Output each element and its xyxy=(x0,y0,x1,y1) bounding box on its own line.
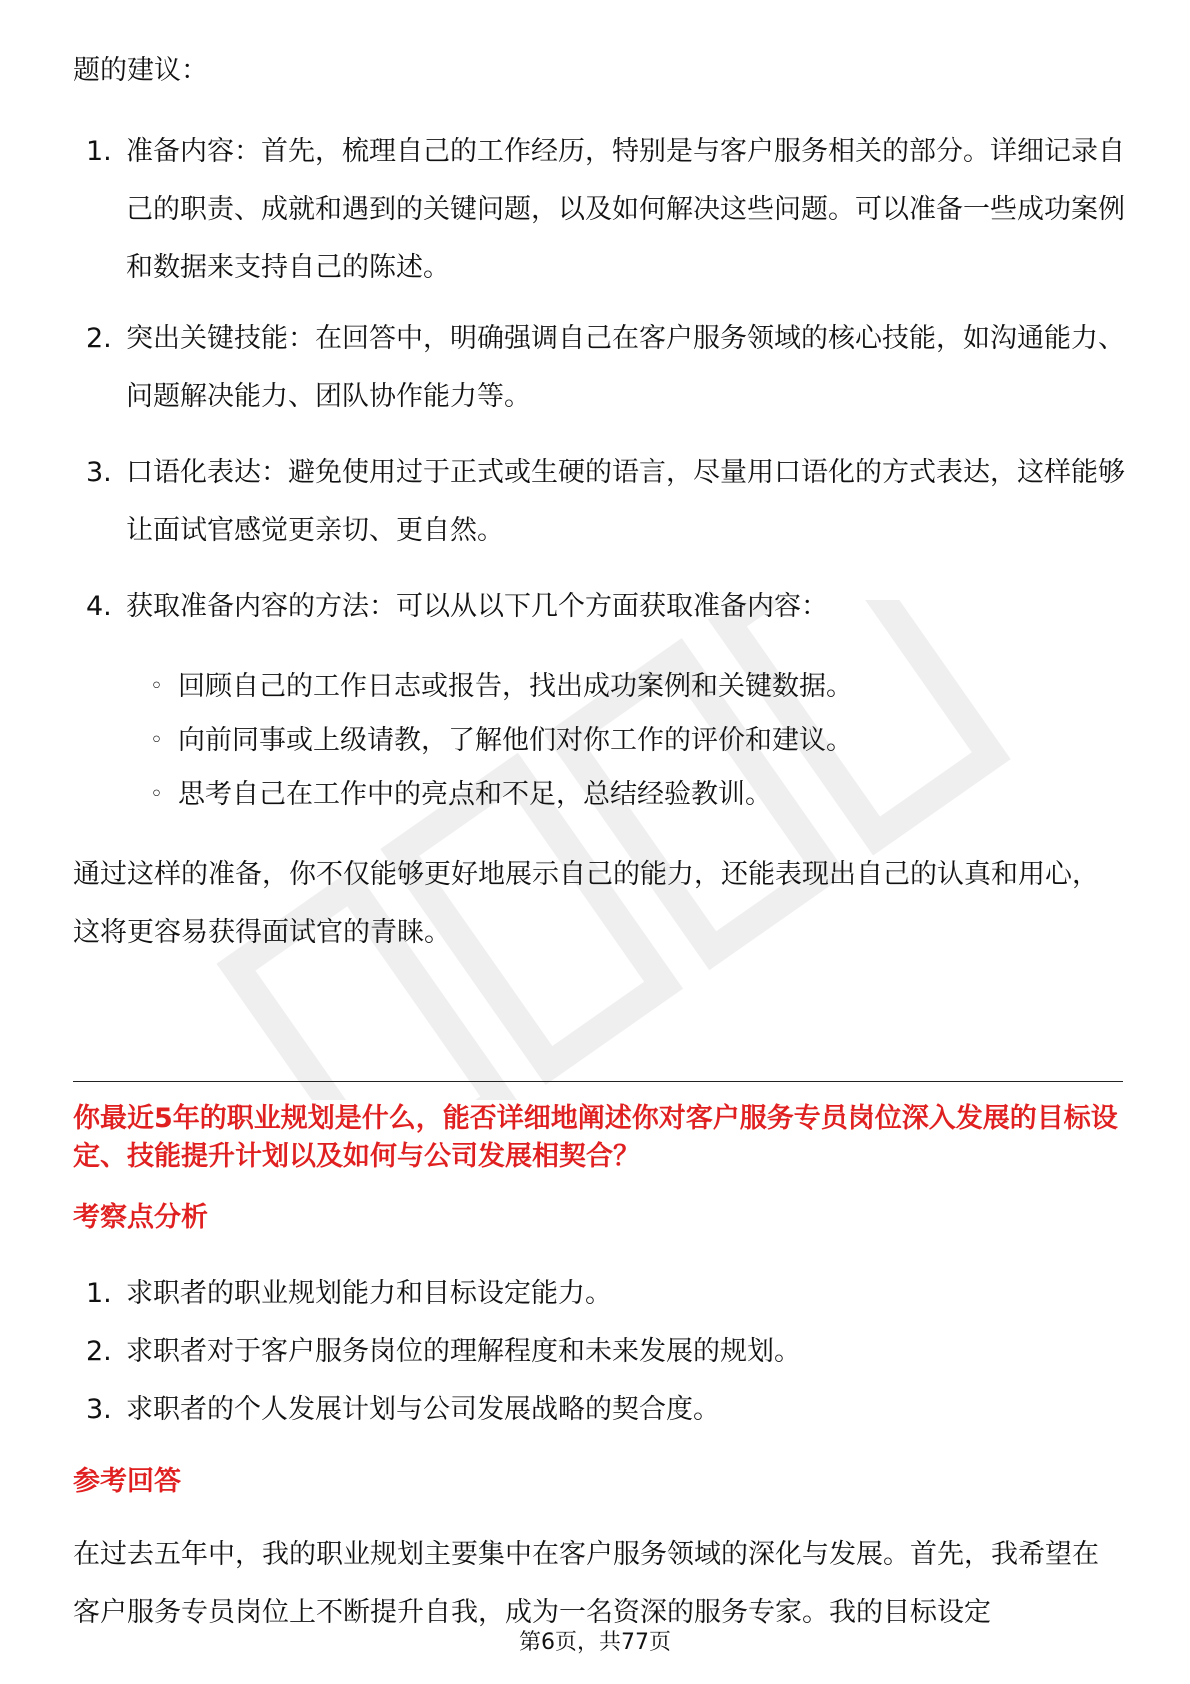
analysis-text: 求职者对于客户服务岗位的理解程度和未来发展的规划。 xyxy=(126,1336,801,1367)
tip-text: 突出关键技能：在回答中，明确强调自己在客户服务领域的核心技能，如沟通能力、问题解决能力、团队协作能力等。 xyxy=(126,323,1125,412)
tip-text: 获取准备内容的方法：可以从以下几个方面获取准备内容： xyxy=(126,591,828,622)
analysis-text: 求职者的职业规划能力和目标设定能力。 xyxy=(126,1278,612,1309)
analysis-text: 求职者的个人发展计划与公司发展战略的契合度。 xyxy=(126,1394,720,1425)
tip-number: 1. xyxy=(86,136,112,167)
tip-item-1 xyxy=(86,123,1126,297)
analysis-number: 2. xyxy=(86,1336,112,1367)
sub-tip-text: 回顾自己的工作日志或报告，找出成功案例和关键数据。 xyxy=(178,671,853,702)
tip-item-2 xyxy=(86,310,1126,426)
tip-item-4 xyxy=(86,578,1126,636)
analysis-point-1 xyxy=(86,1265,1126,1323)
sub-tip-item-1 xyxy=(150,658,1110,716)
analysis-heading: 考察点分析 xyxy=(73,1202,208,1233)
analysis-point-3 xyxy=(86,1381,1126,1439)
tip-text: 准备内容：首先，梳理自己的工作经历，特别是与客户服务相关的部分。详细记录自己的职责、成就和遇到的关键问题，以及如何解决这些问题。可以准备一些成功案例和数据来支持自己的陈述。 xyxy=(126,136,1125,283)
tip-item-3 xyxy=(86,444,1126,560)
tip-number: 2. xyxy=(86,323,112,354)
answer-heading: 参考回答 xyxy=(73,1466,181,1497)
sub-tip-text: 向前同事或上级请教，了解他们对你工作的评价和建议。 xyxy=(178,725,853,756)
hollow-bullet-icon: ◦ xyxy=(150,782,163,807)
hollow-bullet-icon: ◦ xyxy=(150,728,163,753)
tip-number: 4. xyxy=(86,591,112,622)
tip-number: 3. xyxy=(86,457,112,488)
page-footer: 第6页，共77页 xyxy=(519,1630,671,1655)
analysis-number: 3. xyxy=(86,1394,112,1425)
answer-paragraph: 在过去五年中，我的职业规划主要集中在客户服务领域的深化与发展。首先，我希望在客户服务专员岗位上不断提升自我，成为一名资深的服务专家。我的目标设定 xyxy=(73,1539,1099,1628)
analysis-number: 1. xyxy=(86,1278,112,1309)
interview-question: 你最近5年的职业规划是什么，能否详细地阐述你对客户服务专员岗位深入发展的目标设定、技能提升计划以及如何与公司发展相契合？ xyxy=(73,1103,1118,1172)
sub-tip-item-2 xyxy=(150,712,1110,770)
intro-tail-text: 题的建议： xyxy=(73,55,208,86)
hollow-bullet-icon: ◦ xyxy=(150,674,163,699)
analysis-point-2 xyxy=(86,1323,1126,1381)
section-divider xyxy=(73,1081,1123,1082)
sub-tip-text: 思考自己在工作中的亮点和不足，总结经验教训。 xyxy=(178,779,772,810)
sub-tip-item-3 xyxy=(150,766,1110,824)
conclusion-paragraph: 通过这样的准备，你不仅能够更好地展示自己的能力，还能表现出自己的认真和用心，这将更容易获得面试官的青睐。 xyxy=(73,859,1099,948)
tip-text: 口语化表达：避免使用过于正式或生硬的语言，尽量用口语化的方式表达，这样能够让面试官感觉更亲切、更自然。 xyxy=(126,457,1125,546)
